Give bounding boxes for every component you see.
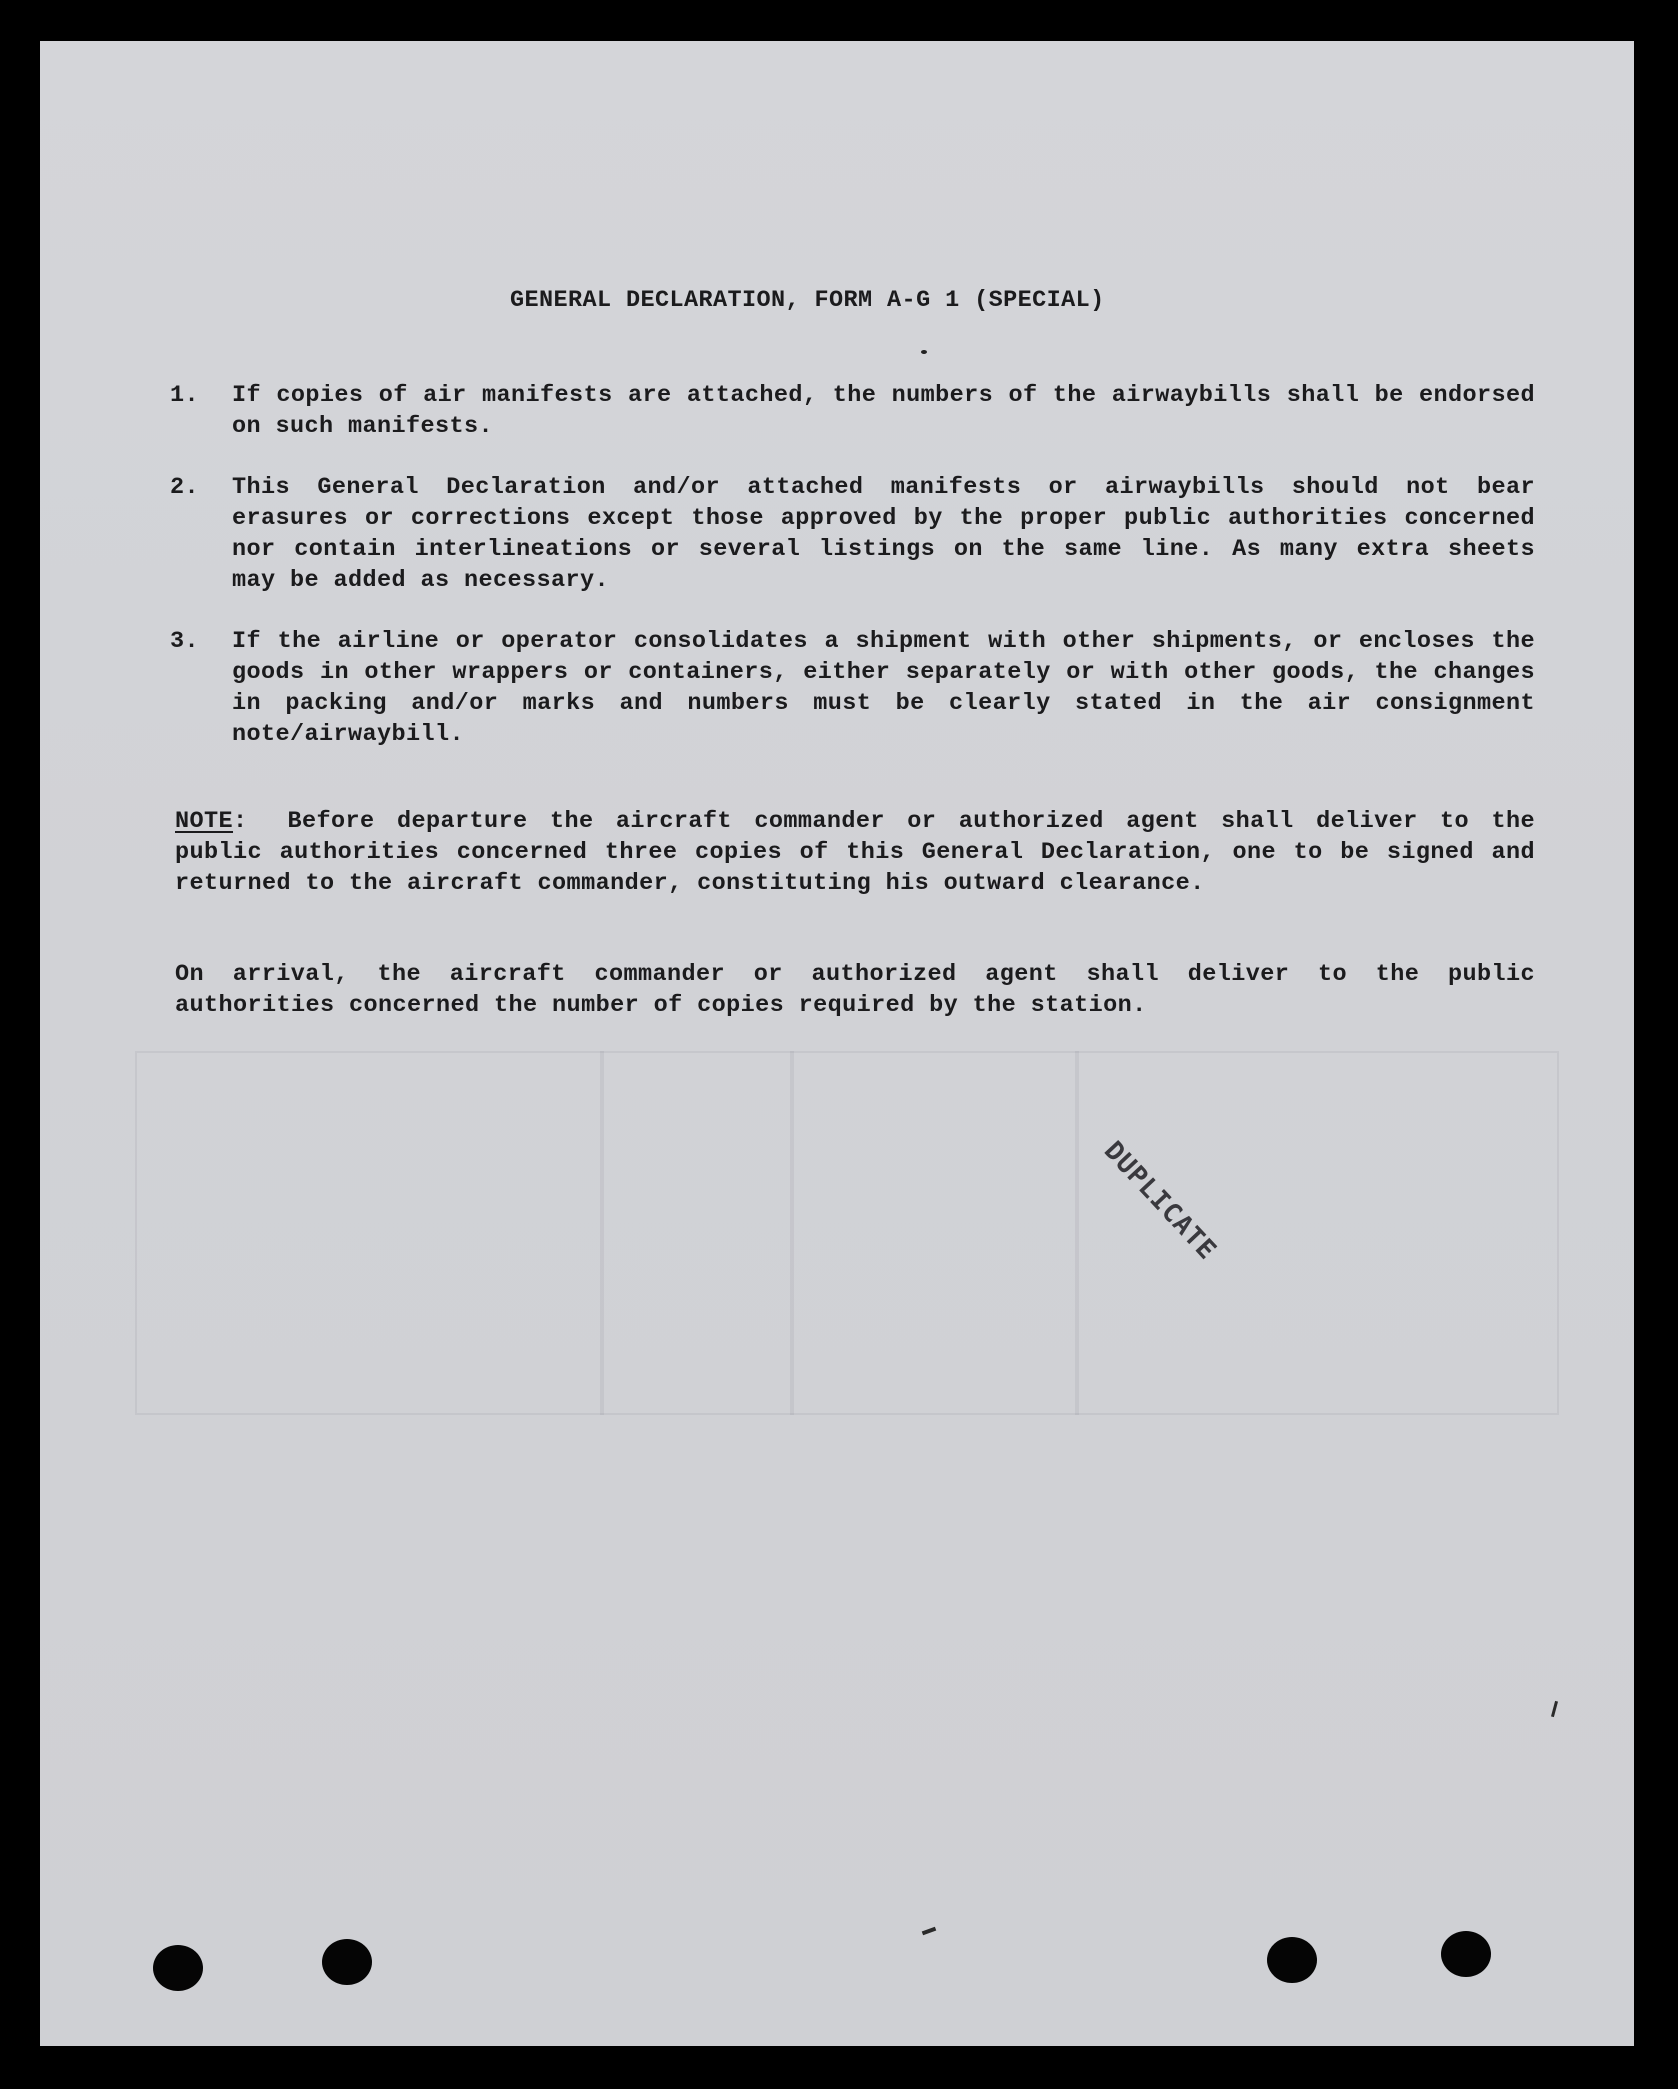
item-number: 2. bbox=[170, 474, 200, 501]
punch-hole bbox=[153, 1945, 203, 1991]
document-page bbox=[40, 41, 1634, 2046]
note-colon: : bbox=[233, 808, 248, 835]
ink-mark bbox=[1551, 1701, 1558, 1717]
item-text: If copies of air manifests are attached, the numbers of the airwaybills shall be endorsed on such manifests. bbox=[232, 382, 1535, 440]
item-text: This General Declaration and/or attached manifests or airwaybills should not bear erasures or corrections except those approved by the proper public authorities concerned nor contain interlineations or several listings on the same line. As many extra sheets may be added as necessary. bbox=[232, 474, 1535, 594]
punch-hole bbox=[1441, 1931, 1491, 1977]
bleed-through-column-rule bbox=[790, 1051, 794, 1415]
item-number: 1. bbox=[170, 382, 200, 409]
item-number: 3. bbox=[170, 628, 200, 655]
punch-hole bbox=[322, 1939, 372, 1985]
arrival-paragraph: On arrival, the aircraft commander or authorized agent shall deliver to the public authorities concerned the number of copies required by the station. bbox=[175, 961, 1535, 1019]
item-text: If the airline or operator consolidates a shipment with other shipments, or encloses the goods in other wrappers or containers, either separately or with other goods, the changes in packing and/or marks and numbers must be clearly stated in the air consignment note/airwaybill. bbox=[232, 628, 1535, 748]
instruction-item-1 bbox=[170, 380, 1535, 442]
note-label: NOTE bbox=[175, 808, 234, 835]
instruction-item-3 bbox=[170, 626, 1535, 750]
note-text: Before departure the aircraft commander or authorized agent shall deliver to the public authorities concerned three copies of this General Declaration, one to be signed and returned to the aircraft commander, constituting his outward clearance. bbox=[175, 808, 1535, 897]
bleed-through-table bbox=[135, 1051, 1559, 1415]
bleed-through-column-rule bbox=[1075, 1051, 1079, 1415]
ink-mark bbox=[922, 1927, 937, 1936]
bleed-through-column-rule bbox=[600, 1051, 604, 1415]
note-paragraph bbox=[175, 806, 1535, 899]
ink-speck bbox=[921, 350, 927, 354]
page-title: GENERAL DECLARATION, FORM A-G 1 (SPECIAL) bbox=[510, 287, 1105, 314]
duplicate-stamp: DUPLICATE bbox=[1098, 1136, 1223, 1267]
instruction-item-2 bbox=[170, 472, 1535, 596]
punch-hole bbox=[1267, 1937, 1317, 1983]
